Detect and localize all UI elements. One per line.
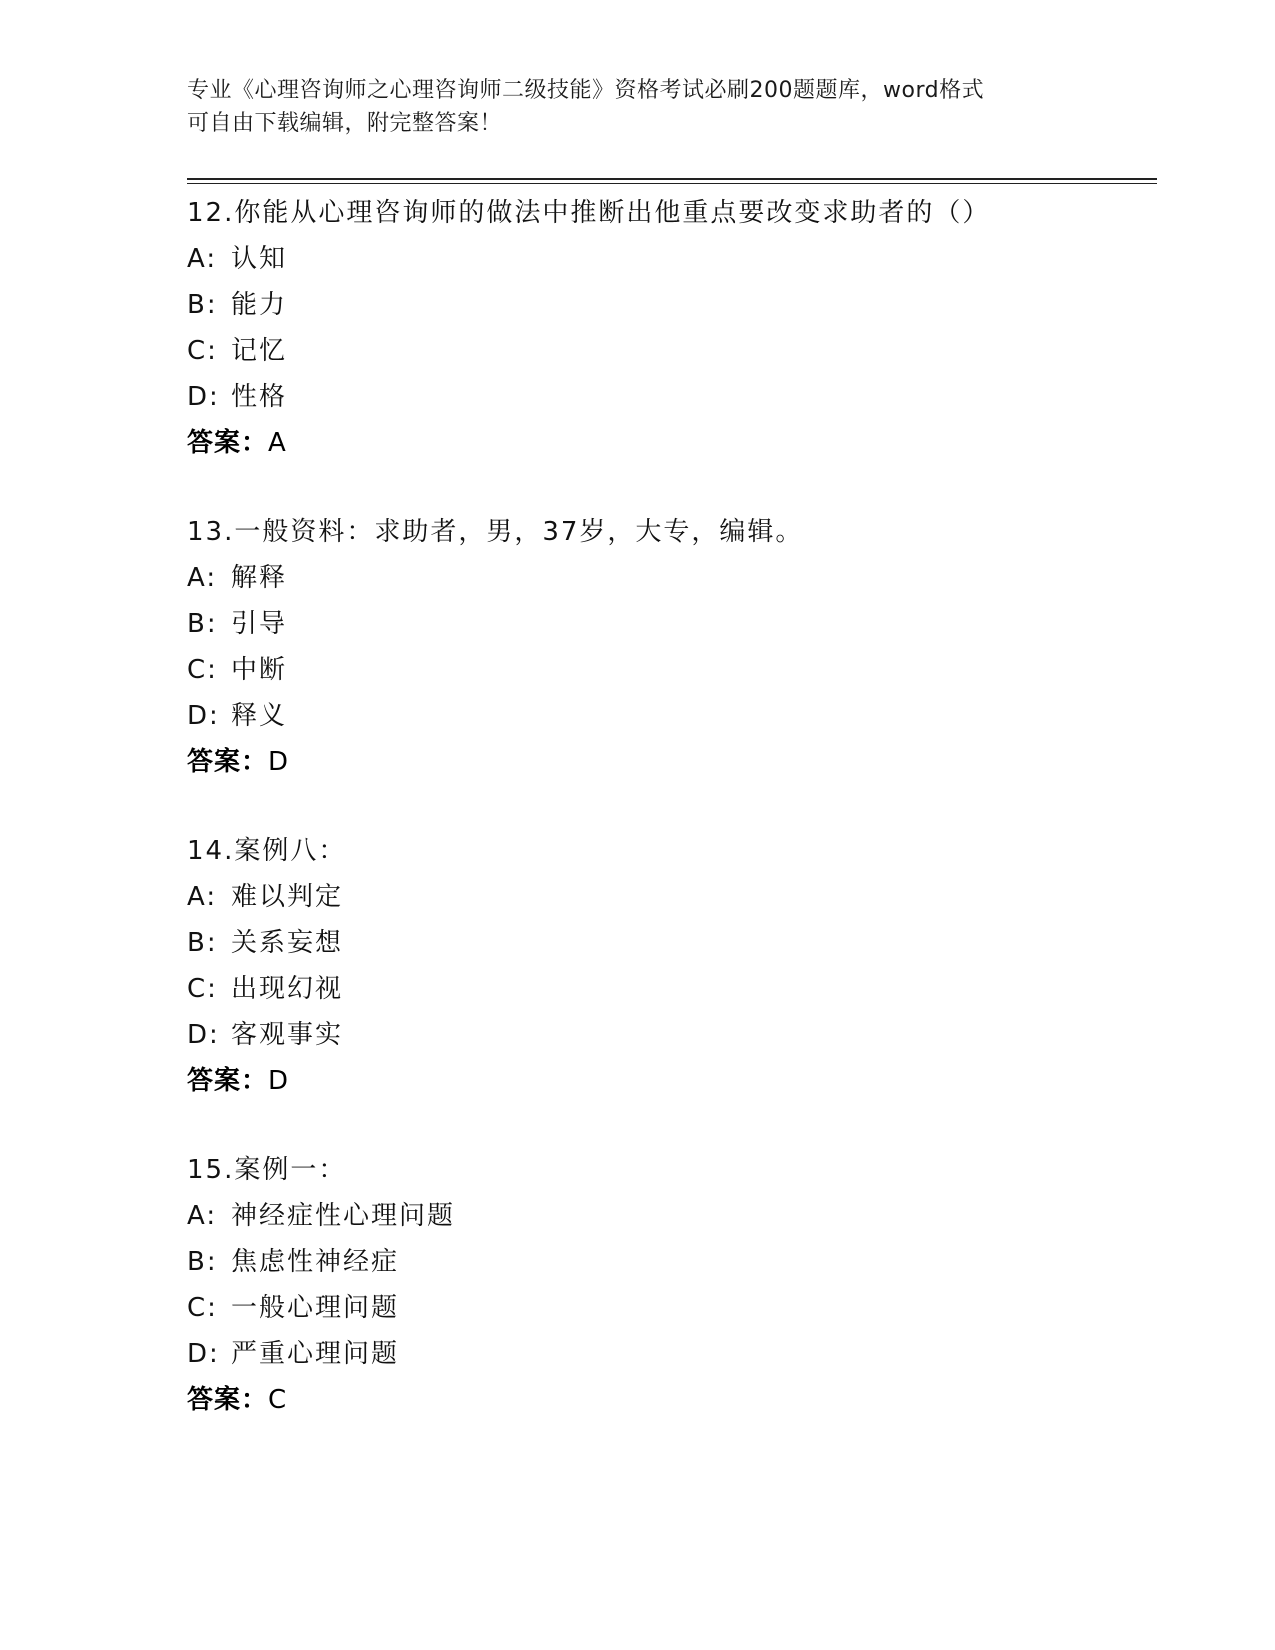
option-d — [187, 693, 1157, 739]
answer-label: 答案： — [187, 428, 269, 458]
option-letter: B: — [187, 928, 218, 958]
option-letter: C: — [187, 336, 218, 366]
option-text: 严重心理问题 — [231, 1339, 400, 1369]
option-letter: C: — [187, 974, 218, 1004]
option-a — [187, 874, 1157, 920]
option-letter: D: — [187, 701, 220, 731]
option-text: 能力 — [231, 290, 288, 320]
option-text: 引导 — [231, 609, 288, 639]
answer-line — [187, 1058, 1157, 1104]
option-b — [187, 282, 1157, 328]
option-letter: C: — [187, 1293, 218, 1323]
option-b — [187, 1239, 1157, 1285]
option-text: 难以判定 — [231, 882, 344, 912]
answer-value: A — [268, 428, 286, 458]
option-text: 关系妄想 — [231, 928, 344, 958]
answer-value: D — [268, 747, 289, 777]
option-d — [187, 1012, 1157, 1058]
answer-label: 答案： — [187, 747, 269, 777]
question-stem: 15.案例一： — [187, 1155, 347, 1185]
option-text: 释义 — [231, 701, 288, 731]
option-a — [187, 555, 1157, 601]
question-13 — [187, 509, 1157, 785]
option-text: 客观事实 — [231, 1020, 344, 1050]
header-line-2: 可自由下载编辑，附完整答案！ — [187, 111, 503, 136]
option-a — [187, 1193, 1157, 1239]
answer-line — [187, 739, 1157, 785]
answer-line — [187, 1377, 1157, 1423]
question-14 — [187, 828, 1157, 1104]
option-letter: A: — [187, 244, 218, 274]
option-letter: A: — [187, 882, 218, 912]
option-letter: B: — [187, 1247, 218, 1277]
option-text: 性格 — [231, 382, 288, 412]
document-header — [187, 74, 1087, 140]
option-c — [187, 647, 1157, 693]
option-text: 一般心理问题 — [231, 1293, 400, 1323]
option-text: 记忆 — [231, 336, 288, 366]
option-c — [187, 1285, 1157, 1331]
option-letter: B: — [187, 290, 218, 320]
option-a — [187, 236, 1157, 282]
option-text: 神经症性心理问题 — [231, 1201, 456, 1231]
header-line-1: 专业《心理咨询师之心理咨询师二级技能》资格考试必刷200题题库，word格式 — [187, 78, 985, 103]
answer-label: 答案： — [187, 1066, 269, 1096]
option-text: 出现幻视 — [231, 974, 344, 1004]
option-letter: B: — [187, 609, 218, 639]
option-letter: A: — [187, 1201, 218, 1231]
option-b — [187, 601, 1157, 647]
question-15 — [187, 1147, 1157, 1423]
option-letter: A: — [187, 563, 218, 593]
option-text: 中断 — [231, 655, 288, 685]
question-12 — [187, 190, 1157, 466]
answer-label: 答案： — [187, 1385, 269, 1415]
option-letter: C: — [187, 655, 218, 685]
option-letter: D: — [187, 1020, 220, 1050]
question-stem: 14.案例八： — [187, 836, 347, 866]
question-stem: 12.你能从心理咨询师的做法中推断出他重点要改变求助者的（） — [187, 198, 991, 228]
option-b — [187, 920, 1157, 966]
option-c — [187, 328, 1157, 374]
option-text: 解释 — [231, 563, 288, 593]
option-letter: D: — [187, 382, 220, 412]
option-d — [187, 1331, 1157, 1377]
option-c — [187, 966, 1157, 1012]
question-stem: 13.一般资料：求助者，男，37岁，大专，编辑。 — [187, 517, 804, 547]
option-d — [187, 374, 1157, 420]
option-text: 认知 — [231, 244, 288, 274]
option-text: 焦虑性神经症 — [231, 1247, 400, 1277]
answer-value: C — [268, 1385, 287, 1415]
answer-value: D — [268, 1066, 289, 1096]
header-divider — [187, 178, 1157, 184]
answer-line — [187, 420, 1157, 466]
option-letter: D: — [187, 1339, 220, 1369]
question-list — [187, 190, 1157, 1466]
